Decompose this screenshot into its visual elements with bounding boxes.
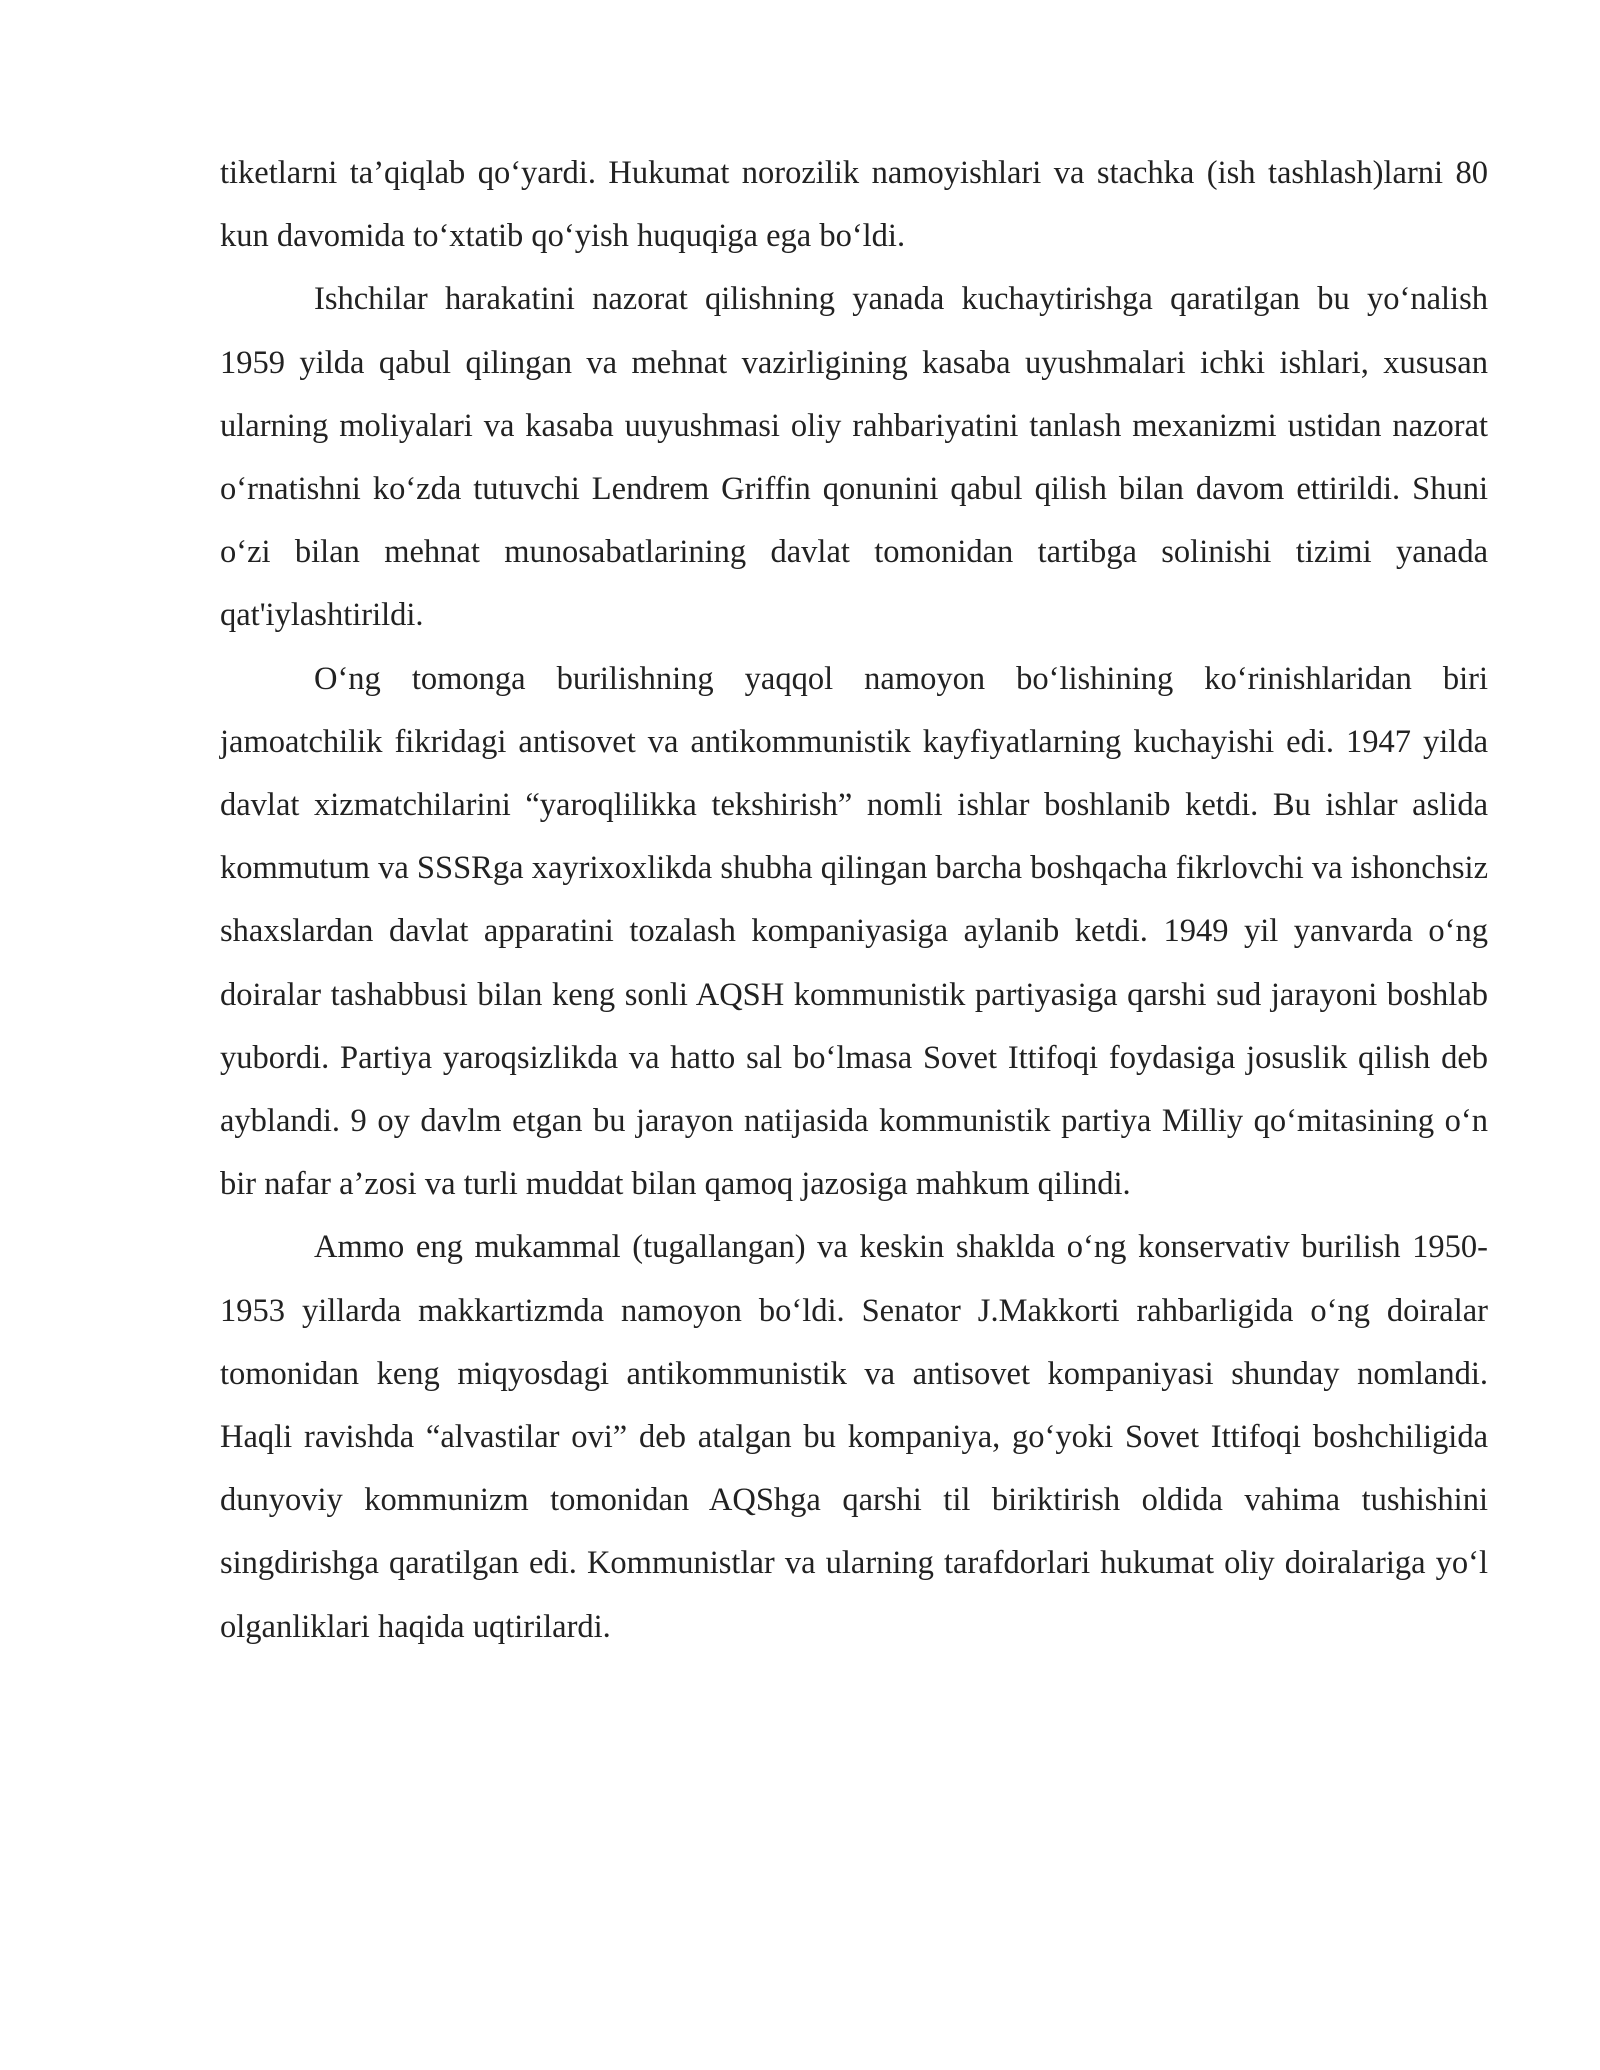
paragraph-2: Ishchilar harakatini nazorat qilishning yanada kuchaytirishga qaratilgan bu yo‘nalish 1959 yilda qabul qilingan va mehnat vazirligining kasaba uyushmalari ichki ishlari, xususan ularning moliyalari va kasaba uuyushmasi oliy rahbariyatini tanlash mexanizmi ustidan nazorat o‘rnatishni ko‘zda tutuvchi Lendrem Griffin qonunini qabul qilish bilan davom ettirildi. Shuni o‘zi bilan mehnat munosabatlarining davlat tomonidan tartibga solinishi tizimi yanada qat'iylashtirildi. [220, 281, 1488, 634]
document-page [220, 142, 1488, 1659]
paragraph-4: Ammo eng mukammal (tugallangan) va keskin shaklda o‘ng konservativ burilish 1950-1953 yillarda makkartizmda namoyon bo‘ldi. Senator J.Makkorti rahbarligida o‘ng doiralar tomonidan keng miqyosdagi antikommunistik va antisovet kompaniyasi shunday nomlandi. Haqli ravishda “alvastilar ovi” deb atalgan bu kompaniya, go‘yoki Sovet Ittifoqi boshchiligida dunyoviy kommunizm tomonidan AQShga qarshi til biriktirish oldida vahima tushishini singdirishga qaratilgan edi. Kommunistlar va ularning tarafdorlari hukumat oliy doiralariga yo‘l olganliklari haqida uqtirilardi. [220, 1229, 1488, 1645]
paragraph-1: tiketlarni ta’qiqlab qo‘yardi. Hukumat norozilik namoyishlari va stachka (ish tashlash)larni 80 kun davomida to‘xtatib qo‘yish huquqiga ega bo‘ldi. [220, 155, 1488, 255]
paragraph-3: O‘ng tomonga burilishning yaqqol namoyon bo‘lishining ko‘rinishlaridan biri jamoatchilik fikridagi antisovet va antikommunistik kayfiyatlarning kuchayishi edi. 1947 yilda davlat xizmatchilarini “yaroqlilikka tekshirish” nomli ishlar boshlanib ketdi. Bu ishlar aslida kommutum va SSSRga xayrixoxlikda shubha qilingan barcha boshqacha fikrlovchi va ishonchsiz shaxslardan davlat apparatini tozalash kompaniyasiga aylanib ketdi. 1949 yil yanvarda o‘ng doiralar tashabbusi bilan keng sonli AQSH kommunistik partiyasiga qarshi sud jarayoni boshlab yubordi. Partiya yaroqsizlikda va hatto sal bo‘lmasa Sovet Ittifoqi foydasiga josuslik qilish deb ayblandi. 9 oy davlm etgan bu jarayon natijasida kommunistik partiya Milliy qo‘mitasining o‘n bir nafar a’zosi va turli muddat bilan qamoq jazosiga mahkum qilindi. [220, 660, 1488, 1203]
